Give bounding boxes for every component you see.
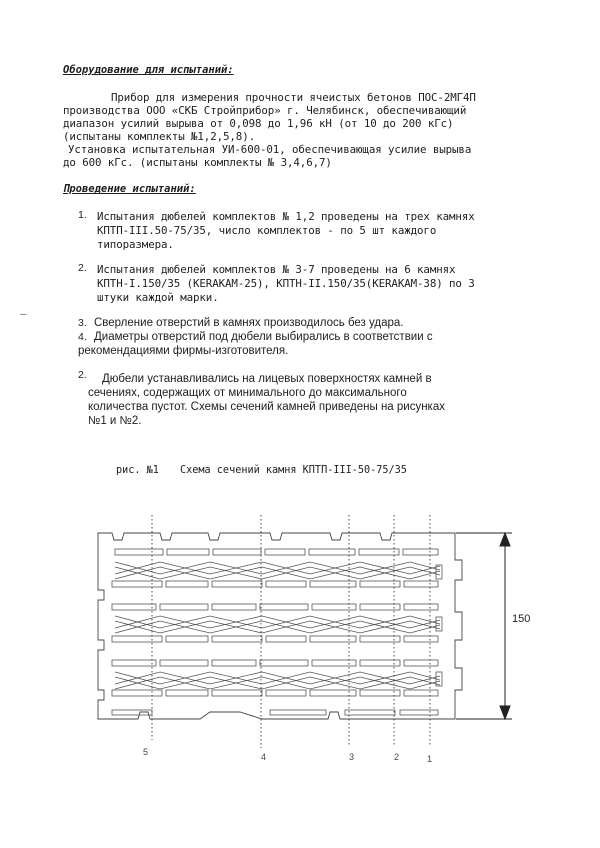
section-label-4: 4: [261, 752, 267, 762]
margin-mark: –: [20, 307, 27, 320]
procedure-item-1-line-2: КПТП-III.50-75/35, число комплектов - по 5 шт каждого: [97, 224, 437, 237]
procedure-item-2-line-3: штуки каждой марки.: [97, 291, 219, 304]
procedure-item-5-line-1: Дюбели устанавливались на лицевых поверхностях камней в: [102, 373, 432, 385]
section-lines: [152, 515, 430, 748]
procedure-item-4-line-2: рекомендациями фирмы-изготовителя.: [78, 345, 289, 357]
procedure-item-4-number: 4.: [78, 331, 87, 343]
procedure-item-1-line-1: Испытания дюбелей комплектов № 1,2 проведены на трех камнях: [97, 210, 475, 223]
dimension-label: 150: [512, 613, 531, 625]
procedure-item-4-line-1: Диаметры отверстий под дюбели выбирались в соответствии с: [94, 331, 433, 343]
procedure-item-1-number: 1.: [78, 209, 87, 221]
equipment-heading: Оборудование для испытаний:: [63, 64, 234, 76]
section-label-2: 2: [394, 752, 400, 762]
procedure-heading: Проведение испытаний:: [63, 183, 196, 195]
dimension-line: [456, 533, 512, 719]
equipment-p1-line-4: (испытаны комплекты №1,2,5,8).: [63, 130, 256, 143]
equipment-p1-line-3: диапазон усилий вырыва от 0,098 до 1,96 кН (от 10 до 200 кГс): [63, 117, 454, 130]
equipment-p2-line-2: до 600 кГс. (испытаны комплекты № 3,4,6,7): [63, 156, 332, 169]
section-label-1: 1: [427, 754, 433, 764]
procedure-item-2-line-1: Испытания дюбелей комплектов № 3-7 проведены на 6 камнях: [97, 263, 456, 276]
procedure-item-3-number: 3.: [78, 317, 87, 329]
stone-section-diagram: [0, 500, 600, 780]
section-label-5: 5: [143, 747, 149, 757]
equipment-p1-line-2: производства ООО «СКБ Стройприбор» г. Челябинск, обеспечивающий: [63, 104, 467, 117]
procedure-item-5-line-3: количества пустот. Схемы сечений камней приведены на рисунках: [88, 401, 445, 413]
procedure-item-5-line-2: сечениях, содержащих от минимального до максимального: [88, 387, 407, 399]
procedure-item-5-line-4: №1 и №2.: [88, 415, 142, 427]
figure-caption-title: Схема сечений камня КПТП-III-50-75/35: [180, 465, 407, 476]
equipment-p1-line-1: Прибор для измерения прочности ячеистых бетонов ПОС-2МГ4П: [111, 91, 476, 104]
section-label-3: 3: [349, 752, 355, 762]
figure-caption-label: рис. №1: [116, 465, 159, 476]
procedure-item-2-number: 2.: [78, 262, 87, 274]
procedure-item-1-line-3: типоразмера.: [97, 238, 174, 251]
procedure-item-3-line-1: Сверление отверстий в камнях производилось без удара.: [94, 317, 404, 329]
procedure-item-2-line-2: КПТН-I.150/35 (KERAKAM-25), КПТН-II.150/35(KERAKAM-38) по 3: [97, 277, 475, 290]
equipment-p2-line-1: Установка испытательная УИ-600-01, обеспечивающая усилие вырыва: [68, 143, 472, 156]
procedure-item-5-number: 2.: [78, 369, 87, 381]
